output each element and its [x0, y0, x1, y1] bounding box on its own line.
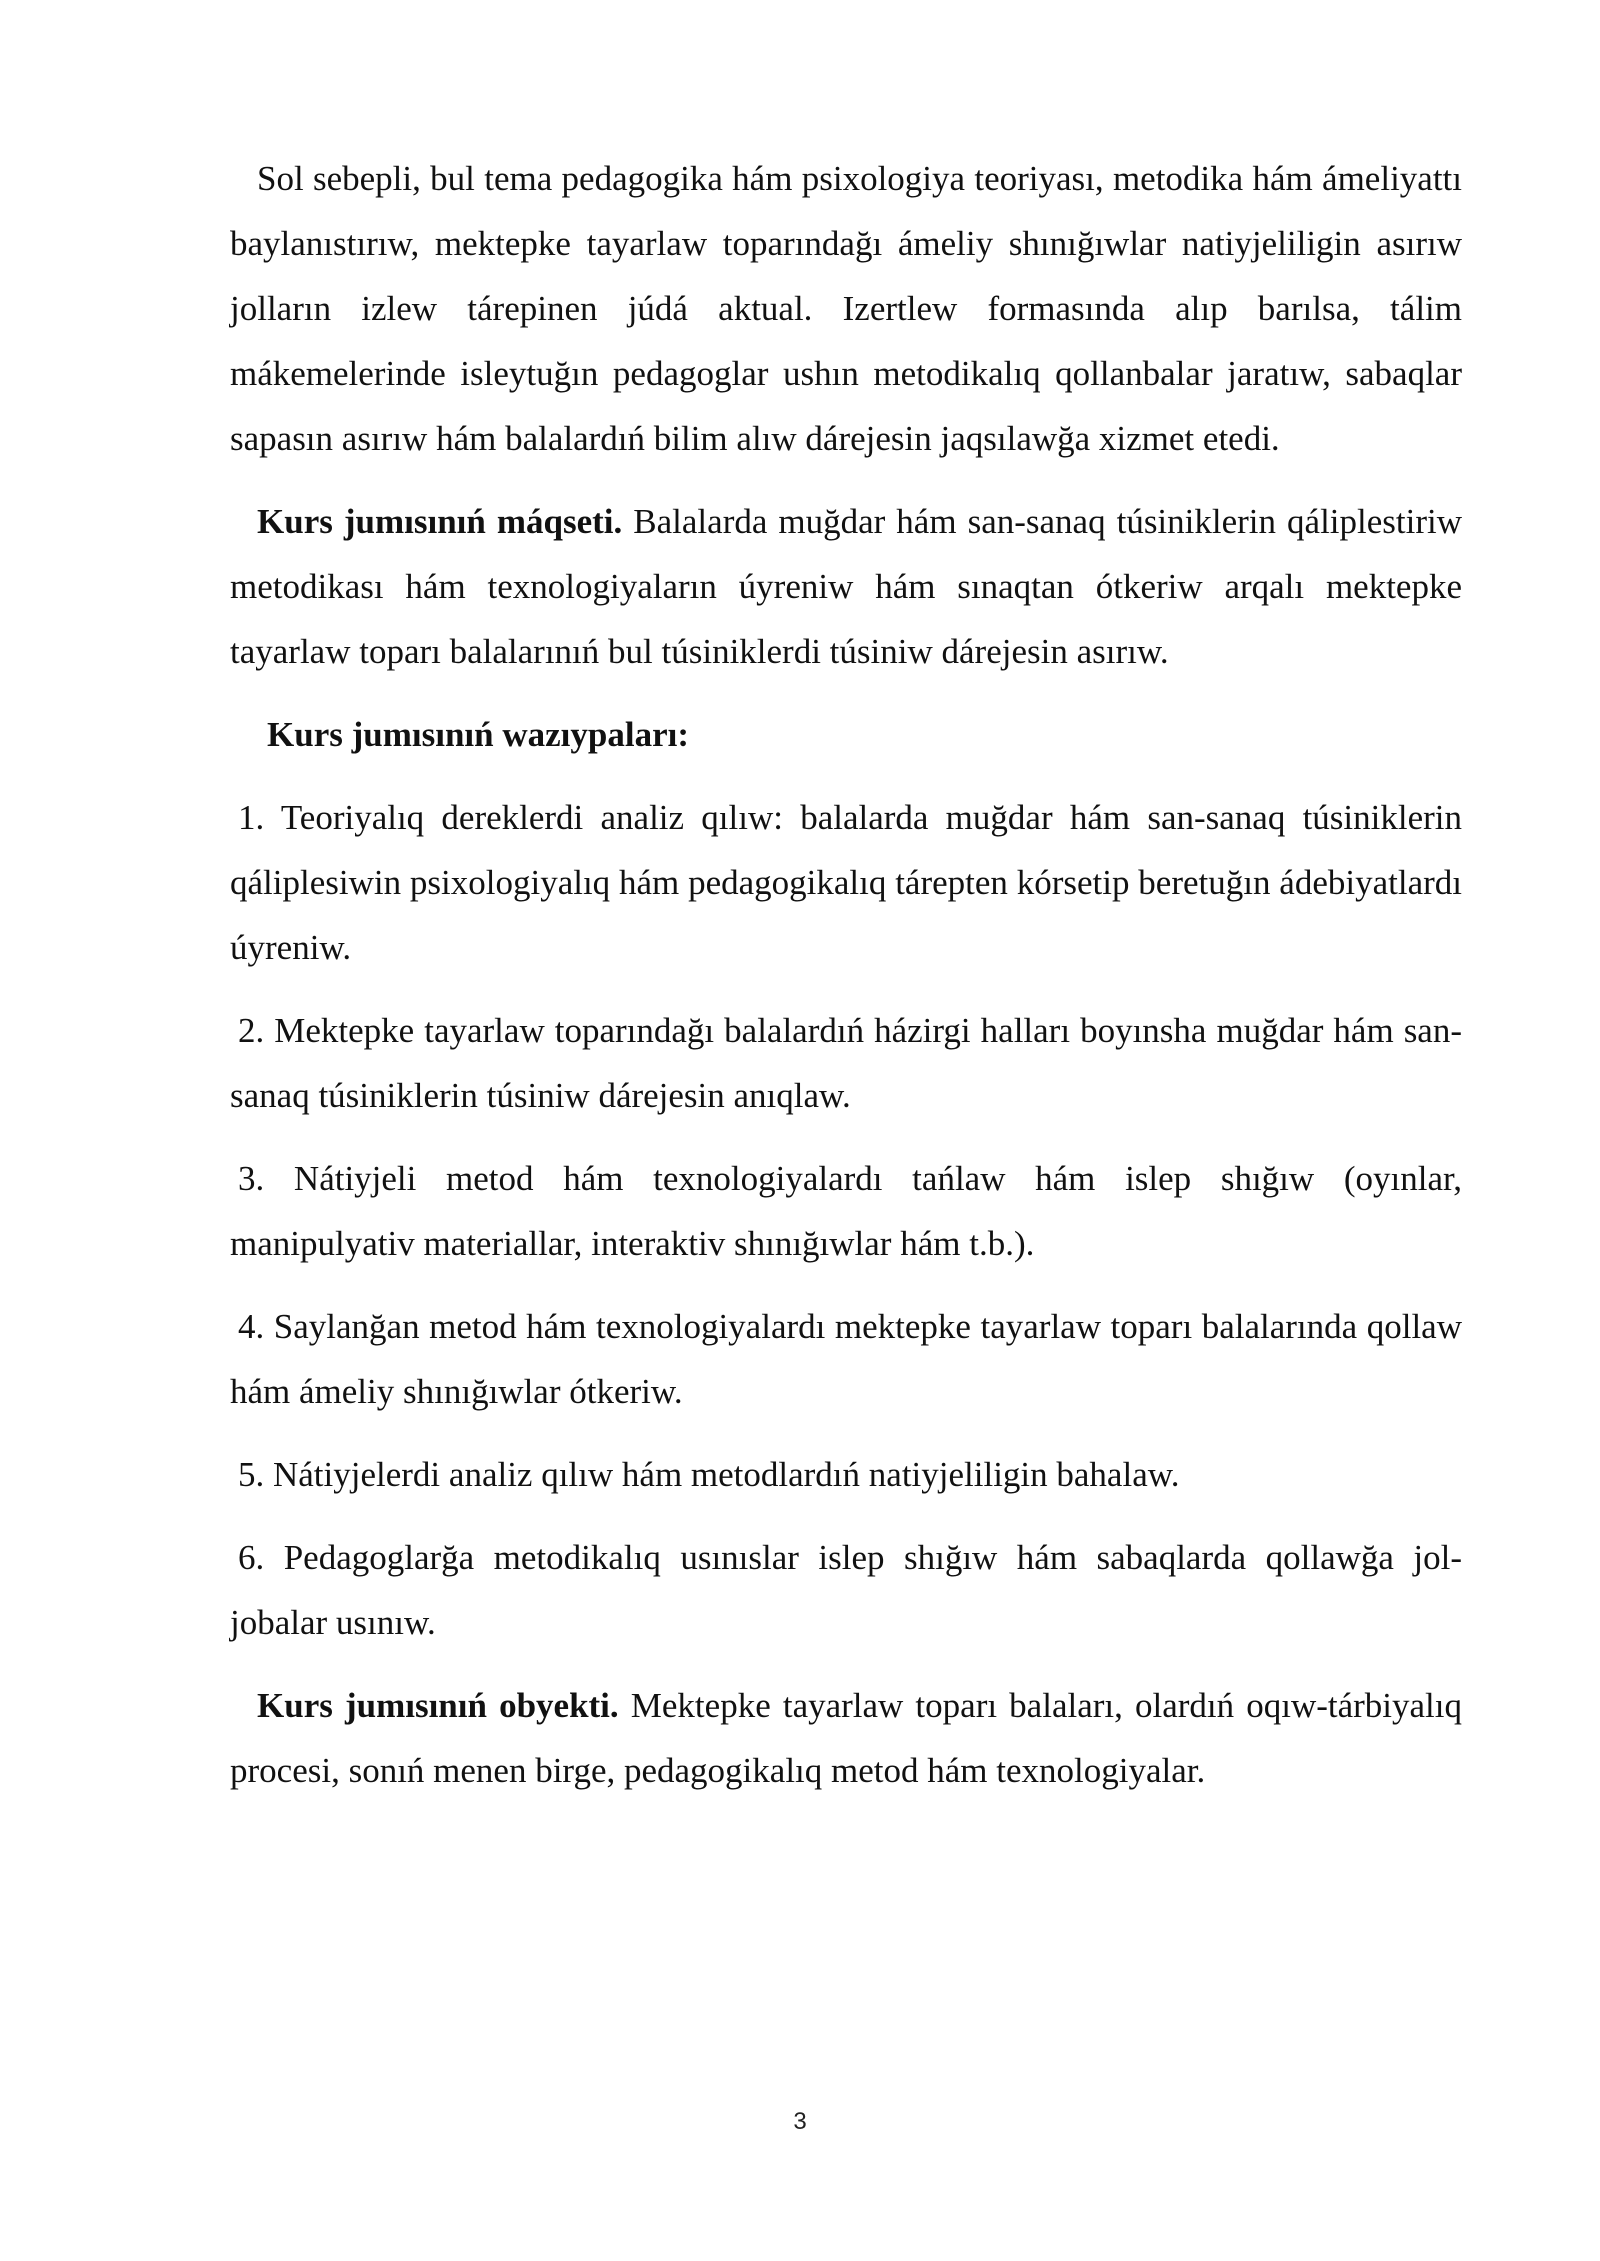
object-label: Kurs jumısınıń obyekti. — [257, 1686, 619, 1725]
page-content — [230, 146, 1462, 1803]
intro-paragraph: Sol sebepli, bul tema pedagogika hám psixologiya teoriyası, metodika hám ámeliyattı baylanıstırıw, mektepke tayarlaw toparındağı ámeliy shınığıwlar natiyjeliligin asırıw jolların izlew tárepinen júdá aktual. Izertlew formasında alıp barılsa, tálim mákemelerinde isleytuğın pedagoglar ushın metodikalıq qollanbalar jaratıw, sabaqlar sapasın asırıw hám balalardıń bilim alıw dárejesin jaqsılawğa xizmet etedi. — [230, 159, 1462, 458]
page-number: 3 — [793, 2108, 807, 2135]
goal-text: Balalarda muğdar hám san-sanaq túsiniklerin qáliplestiriw metodikası hám texnologiyaların úyreniw hám sınaqtan ótkeriw arqalı mektepke tayarlaw toparı balalarınıń bul túsiniklerdi túsiniw dárejesin asırıw. — [230, 502, 1462, 671]
tasks-heading: Kurs jumısınıń wazıypaları: — [267, 715, 689, 754]
task-item-4: 4. Saylanğan metod hám texnologiyalardı mektepke tayarlaw toparı balalarında qollaw hám ámeliy shınığıwlar ótkeriw. — [230, 1307, 1462, 1411]
object-text: Mektepke tayarlaw toparı balaları, olardıń oqıw-tárbiyalıq procesi, sonıń menen birge, pedagogikalıq metod hám texnologiyalar. — [230, 1686, 1462, 1790]
task-item-2: 2. Mektepke tayarlaw toparındağı balalardıń házirgi halları boyınsha muğdar hám san-sanaq túsiniklerin túsiniw dárejesin anıqlaw. — [230, 1011, 1462, 1115]
task-item-6: 6. Pedagoglarğa metodikalıq usınıslar islep shığıw hám sabaqlarda qollawğa jol-jobalar usınıw. — [230, 1538, 1462, 1642]
task-item-3: 3. Nátiyjeli metod hám texnologiyalardı tańlaw hám islep shığıw (oyınlar, manipulyativ materiallar, interaktiv shınığıwlar hám t.b.). — [230, 1159, 1462, 1263]
object-paragraph — [230, 1673, 1462, 1803]
task-item-1: 1. Teoriyalıq dereklerdi analiz qılıw: balalarda muğdar hám san-sanaq túsiniklerin qáliplesiwin psixologiyalıq hám pedagogikalıq tárepten kórsetip beretuğın ádebiyatlardı úyreniw. — [230, 798, 1462, 967]
goal-label: Kurs jumısınıń máqseti. — [257, 502, 623, 541]
goal-paragraph — [230, 489, 1462, 684]
task-item-5: 5. Nátiyjelerdi analiz qılıw hám metodlardıń natiyjeliligin bahalaw. — [238, 1455, 1180, 1494]
